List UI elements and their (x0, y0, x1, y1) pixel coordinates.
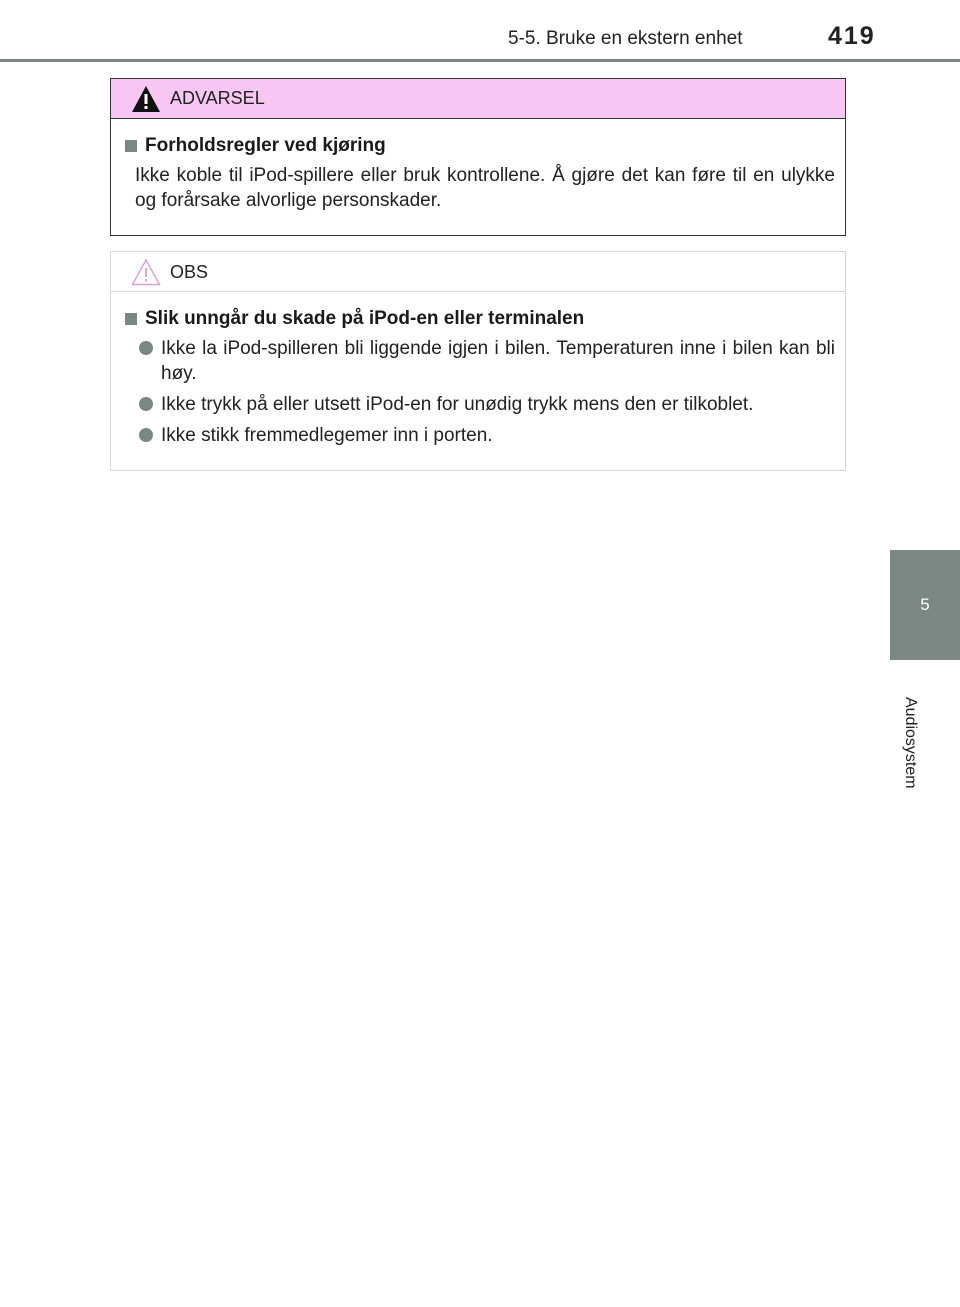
warning-heading (125, 135, 835, 157)
warning-box-body (111, 119, 845, 213)
square-bullet-icon (125, 140, 137, 152)
round-bullet-icon (139, 428, 153, 442)
notice-bullet-text: Ikke la iPod-spilleren bli liggende igjen i bilen. Temperaturen inne i bilen kan bli høy. (161, 338, 835, 384)
notice-box (110, 251, 846, 471)
round-bullet-icon (139, 397, 153, 411)
warning-filled-icon (130, 84, 162, 114)
warning-box-title: ADVARSEL (170, 88, 265, 108)
notice-bullet-item (125, 336, 835, 386)
warning-heading-text: Forholdsregler ved kjøring (145, 135, 386, 156)
notice-bullet-text: Ikke stikk fremmedlegemer inn i porten. (161, 425, 493, 446)
notice-bullet-item (125, 423, 835, 448)
warning-outline-icon (130, 257, 162, 287)
page-number: 419 (828, 22, 876, 50)
chapter-tab (890, 550, 960, 660)
warning-box (110, 78, 846, 236)
notice-box-body (111, 292, 845, 448)
notice-bullet-item (125, 392, 835, 417)
notice-box-title: OBS (170, 262, 209, 282)
header-section-title: 5-5. Bruke en ekstern enhet (508, 28, 743, 49)
round-bullet-icon (139, 341, 153, 355)
notice-heading-text: Slik unngår du skade på iPod-en eller terminalen (145, 308, 585, 329)
warning-text: Ikke koble til iPod-spillere eller bruk kontrollene. Å gjøre det kan føre til en ulykke og forårsake alvorlige personskader. (135, 165, 835, 211)
warning-box-header (111, 79, 845, 119)
header-rule (0, 59, 960, 62)
chapter-title: Audiosystem (902, 697, 919, 789)
notice-heading (125, 308, 835, 330)
notice-bullet-text: Ikke trykk på eller utsett iPod-en for unødig trykk mens den er tilkoblet. (161, 394, 754, 415)
square-bullet-icon (125, 313, 137, 325)
notice-box-header (111, 252, 845, 292)
chapter-number: 5 (920, 595, 930, 614)
